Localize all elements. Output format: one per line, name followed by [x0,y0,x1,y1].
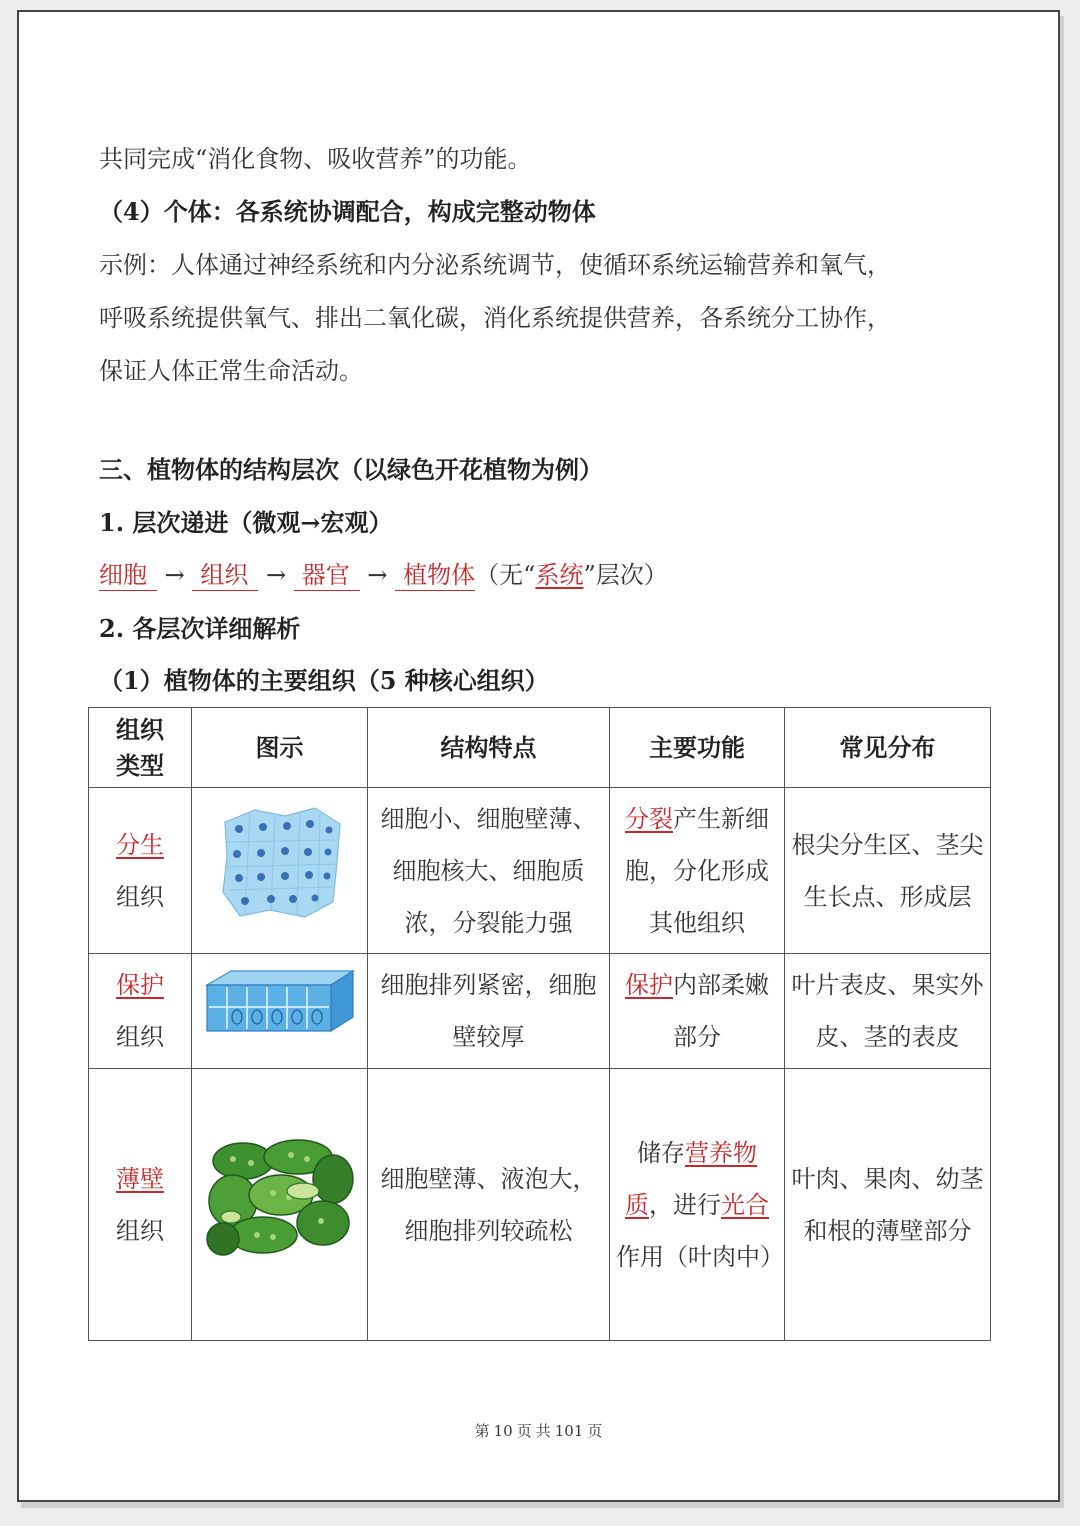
features-cell: 细胞排列紧密，细胞壁较厚 [368,954,610,1069]
function-cell: 储存营养物质，进行光合作用（叶肉中） [610,1069,785,1341]
table-row [89,788,991,954]
protective-cells-illustration [203,967,357,1037]
table-row [89,954,991,1069]
header-tissue-type: 组织类型 [89,708,192,788]
chain-item-tissue: 组织 [192,560,258,591]
tissue-type-suffix: 组织 [116,882,164,911]
table-header-row [89,708,991,788]
chain-note-system: 系统 [535,561,584,589]
header-distribution: 常见分布 [785,708,991,788]
page-number: 10 [493,1422,513,1440]
section4-heading: （4）个体：各系统协调配合，构成完整动物体 [99,197,596,226]
intro-line: 共同完成“消化食物、吸收营养”的功能。 [99,145,532,173]
function-cell: 保护内部柔嫩部分 [610,954,785,1069]
tissue-type-cell: 薄壁 组织 [89,1069,192,1341]
function-cell: 分裂产生新细胞，分化形成其他组织 [610,788,785,954]
meristem-cells-illustration [215,802,345,922]
features-cell: 细胞小、细胞壁薄、细胞核大、细胞质浓，分裂能力强 [368,788,610,954]
page-footer: 第 10 页 共 101 页 [474,1422,603,1440]
document-page [17,10,1060,1502]
chain-arrow: → [266,561,287,589]
tissue-table [88,707,991,1341]
subheading-1: 1. 层次递进（微观→宏观） [99,508,393,537]
tissue-type-cell: 保护 组织 [89,954,192,1069]
header-features: 结构特点 [368,708,610,788]
chain-item-organ: 器官 [294,560,360,591]
header-image: 图示 [192,708,368,788]
example-line-2: 呼吸系统提供氧气、排出二氧化碳，消化系统提供营养，各系统分工协作， [99,304,891,332]
chain-note-suffix: ”层次） [583,561,668,589]
distribution-cell: 叶片表皮、果实外皮、茎的表皮 [785,954,991,1069]
distribution-cell: 叶肉、果肉、幼茎和根的薄壁部分 [785,1069,991,1341]
hierarchy-chain [99,558,668,592]
subheading-2-1: （1）植物体的主要组织（5 种核心组织） [99,666,549,695]
chain-item-cell: 细胞 [99,560,157,591]
table-row [89,1069,991,1341]
parenchyma-cells-illustration [203,1131,357,1261]
example-line-1: 示例：人体通过神经系统和内分泌系统调节，使循环系统运输营养和氧气， [99,251,891,279]
parenchyma-tissue-image [192,1069,368,1341]
meristem-tissue-image [192,788,368,954]
features-cell: 细胞壁薄、液泡大，细胞排列较疏松 [368,1069,610,1341]
chain-note-prefix: （无“ [475,561,536,589]
chain-arrow: → [164,561,185,589]
tissue-type-cell [89,788,192,954]
protective-tissue-image [192,954,368,1069]
example-line-3: 保证人体正常生命活动。 [99,357,363,385]
chain-arrow: → [367,561,388,589]
subheading-2: 2. 各层次详细解析 [99,614,301,643]
distribution-cell: 根尖分生区、茎尖生长点、形成层 [785,788,991,954]
header-function: 主要功能 [610,708,785,788]
tissue-type-red: 分生 [116,830,164,859]
chain-item-plant: 植物体 [395,560,475,591]
total-pages: 101 [554,1422,584,1440]
section3-heading: 三、植物体的结构层次（以绿色开花植物为例） [99,455,603,484]
